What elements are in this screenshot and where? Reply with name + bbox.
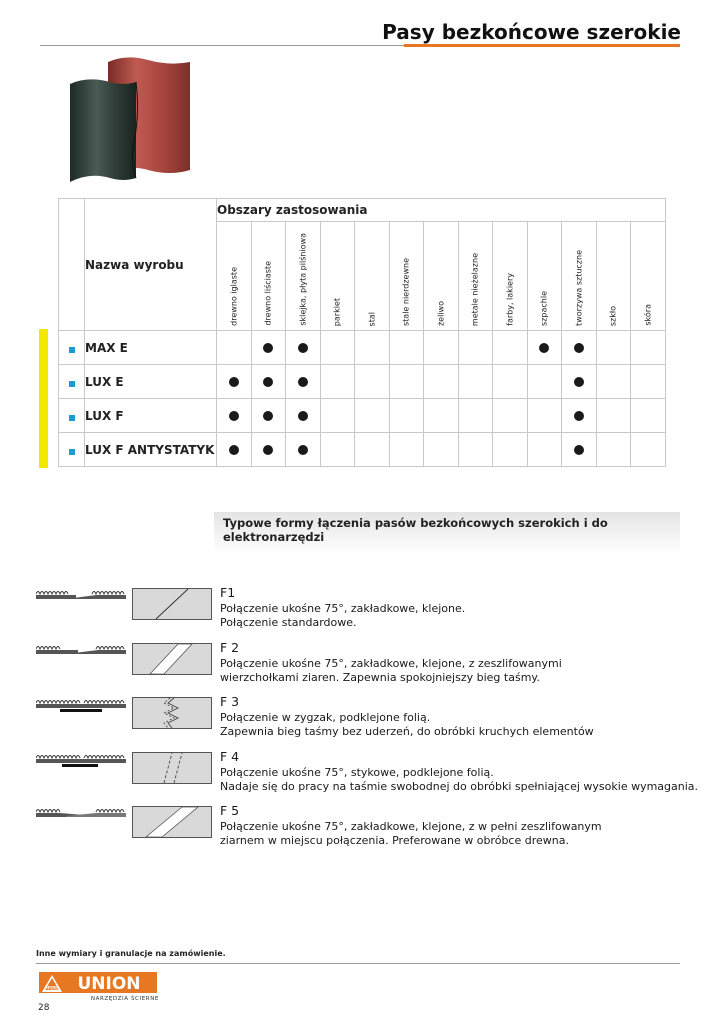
application-cell	[562, 433, 597, 467]
column-header: parkiet	[320, 222, 355, 331]
product-name: MAX E	[85, 331, 217, 365]
suitable-dot-icon	[229, 445, 239, 455]
application-cell	[527, 365, 562, 399]
joint-profile-icon	[36, 806, 126, 828]
application-cell	[424, 365, 459, 399]
column-header: stale nierdzewne	[389, 222, 424, 331]
table-row	[59, 365, 666, 399]
suitable-dot-icon	[298, 377, 308, 387]
header-accent-bar	[404, 44, 680, 47]
column-header: sklejka, płyta pilśniowa	[286, 222, 321, 331]
suitable-dot-icon	[539, 343, 549, 353]
application-cell	[389, 433, 424, 467]
footnote: Inne wymiary i granulacje na zamówienie.	[36, 949, 226, 958]
row-bullet	[59, 433, 85, 467]
joint-description: Połączenie ukośne 75°, stykowe, podklejone folią. Nadaje się do pracy na taśmie swobodnej do obróbki spełniającej wysokie wymagania.	[220, 766, 699, 793]
svg-text:NARZĘDZIA ŚCIERNE: NARZĘDZIA ŚCIERNE	[90, 996, 159, 1002]
bullet-header-cell	[59, 199, 85, 331]
suitable-dot-icon	[263, 411, 273, 421]
application-cell	[251, 365, 286, 399]
suitable-dot-icon	[229, 411, 239, 421]
application-cell	[458, 331, 493, 365]
application-cell	[424, 433, 459, 467]
suitable-dot-icon	[263, 445, 273, 455]
application-cell	[596, 433, 631, 467]
application-cell	[458, 365, 493, 399]
svg-text:PFERD: PFERD	[44, 985, 60, 991]
svg-text:UNION: UNION	[77, 974, 141, 994]
suitable-dot-icon	[574, 343, 584, 353]
row-bullet	[59, 399, 85, 433]
application-cell	[493, 399, 528, 433]
column-header: żeliwo	[424, 222, 459, 331]
product-belts-image	[66, 52, 194, 188]
application-cell	[320, 433, 355, 467]
suitable-dot-icon	[298, 445, 308, 455]
section-title: Typowe formy łączenia pasów bezkońcowych szerokich i do elektronarzędzi	[223, 516, 608, 544]
column-header: metale nieżelazne	[458, 222, 493, 331]
application-cell	[217, 365, 252, 399]
application-cell	[286, 399, 321, 433]
row-bullet	[59, 365, 85, 399]
column-header: drewno liściaste	[251, 222, 286, 331]
union-logo	[39, 972, 167, 1002]
column-header: szkło	[596, 222, 631, 331]
column-header: skóra	[631, 222, 666, 331]
joint-diagram-icon	[132, 588, 212, 620]
row-bullet	[59, 331, 85, 365]
joint-types-section	[214, 512, 680, 554]
suitable-dot-icon	[574, 445, 584, 455]
suitable-dot-icon	[298, 411, 308, 421]
joint-f1	[36, 585, 686, 638]
application-cell	[320, 331, 355, 365]
application-cell	[355, 331, 390, 365]
application-cell	[493, 433, 528, 467]
table-row	[59, 399, 666, 433]
application-cell	[493, 331, 528, 365]
application-cell	[493, 365, 528, 399]
application-cell	[631, 365, 666, 399]
product-name-header: Nazwa wyrobu	[85, 199, 217, 331]
application-cell	[251, 433, 286, 467]
joint-description: Połączenie w zygzak, podklejone folią. Zapewnia bieg taśmy bez uderzeń, do obróbki kruchych elementów	[220, 711, 594, 738]
footer-divider	[36, 963, 680, 964]
application-cell	[389, 365, 424, 399]
joint-profile-icon	[36, 588, 126, 610]
suitable-dot-icon	[574, 411, 584, 421]
application-cell	[286, 331, 321, 365]
page-title: Pasy bezkońcowe szerokie	[382, 20, 681, 44]
application-cell	[286, 365, 321, 399]
application-cell	[251, 331, 286, 365]
joint-code: F 2	[220, 640, 240, 655]
joint-diagram-icon	[132, 806, 212, 838]
application-cell	[596, 365, 631, 399]
application-table	[58, 198, 666, 467]
column-header: farby, lakiery	[493, 222, 528, 331]
application-areas-header: Obszary zastosowania	[217, 199, 666, 222]
joint-description: Połączenie ukośne 75°, zakładkowe, klejone. Połączenie standardowe.	[220, 602, 466, 629]
application-cell	[458, 433, 493, 467]
application-cell	[355, 433, 390, 467]
application-cell	[389, 331, 424, 365]
joint-code: F 3	[220, 694, 240, 709]
suitable-dot-icon	[229, 377, 239, 387]
product-name: LUX F ANTYSTATYK	[85, 433, 217, 467]
joint-code: F 4	[220, 749, 240, 764]
application-cell	[217, 331, 252, 365]
suitable-dot-icon	[298, 343, 308, 353]
application-cell	[424, 399, 459, 433]
joint-code: F 5	[220, 803, 240, 818]
application-cell	[458, 399, 493, 433]
application-cell	[320, 399, 355, 433]
application-cell	[631, 433, 666, 467]
application-cell	[251, 399, 286, 433]
joint-description: Połączenie ukośne 75°, zakładkowe, klejone, z w pełni zeszlifowanym ziarnem w miejscu połączenia. Preferowane w obróbce drewna.	[220, 820, 602, 847]
square-bullet-icon	[69, 381, 75, 387]
table-row	[59, 331, 666, 365]
square-bullet-icon	[69, 415, 75, 421]
application-cell	[389, 399, 424, 433]
column-header: tworzywa sztuczne	[562, 222, 597, 331]
square-bullet-icon	[69, 347, 75, 353]
joint-profile-icon	[36, 697, 126, 719]
application-cell	[562, 399, 597, 433]
suitable-dot-icon	[574, 377, 584, 387]
application-cell	[562, 331, 597, 365]
joint-profile-icon	[36, 643, 126, 665]
column-header: szpachle	[527, 222, 562, 331]
page-number: 28	[38, 1003, 50, 1013]
suitable-dot-icon	[263, 377, 273, 387]
application-cell	[527, 399, 562, 433]
joint-f3	[36, 694, 686, 747]
product-name: LUX E	[85, 365, 217, 399]
joint-description: Połączenie ukośne 75°, zakładkowe, klejone, z zeszlifowanymi wierzchołkami ziaren. Zapewnia spokojniejszy bieg taśmy.	[220, 657, 562, 684]
application-cell	[286, 433, 321, 467]
application-cell	[562, 365, 597, 399]
header-divider	[40, 45, 404, 46]
highlight-bar	[39, 329, 48, 468]
application-cell	[355, 365, 390, 399]
application-cell	[217, 433, 252, 467]
square-bullet-icon	[69, 449, 75, 455]
application-cell	[631, 399, 666, 433]
joint-f4	[36, 749, 699, 802]
application-cell	[527, 433, 562, 467]
column-header: drewno iglaste	[217, 222, 252, 331]
application-cell	[596, 399, 631, 433]
column-header: stal	[355, 222, 390, 331]
application-cell	[527, 331, 562, 365]
joint-diagram-icon	[132, 752, 212, 784]
joint-diagram-icon	[132, 643, 212, 675]
application-cell	[631, 331, 666, 365]
joint-diagram-icon	[132, 697, 212, 729]
table-row	[59, 433, 666, 467]
joint-code: F1	[220, 585, 236, 600]
suitable-dot-icon	[263, 343, 273, 353]
application-cell	[217, 399, 252, 433]
joint-f5	[36, 803, 686, 856]
application-cell	[320, 365, 355, 399]
joint-profile-icon	[36, 752, 126, 774]
application-cell	[596, 331, 631, 365]
application-cell	[424, 331, 459, 365]
product-name: LUX F	[85, 399, 217, 433]
joint-f2	[36, 640, 686, 693]
application-cell	[355, 399, 390, 433]
